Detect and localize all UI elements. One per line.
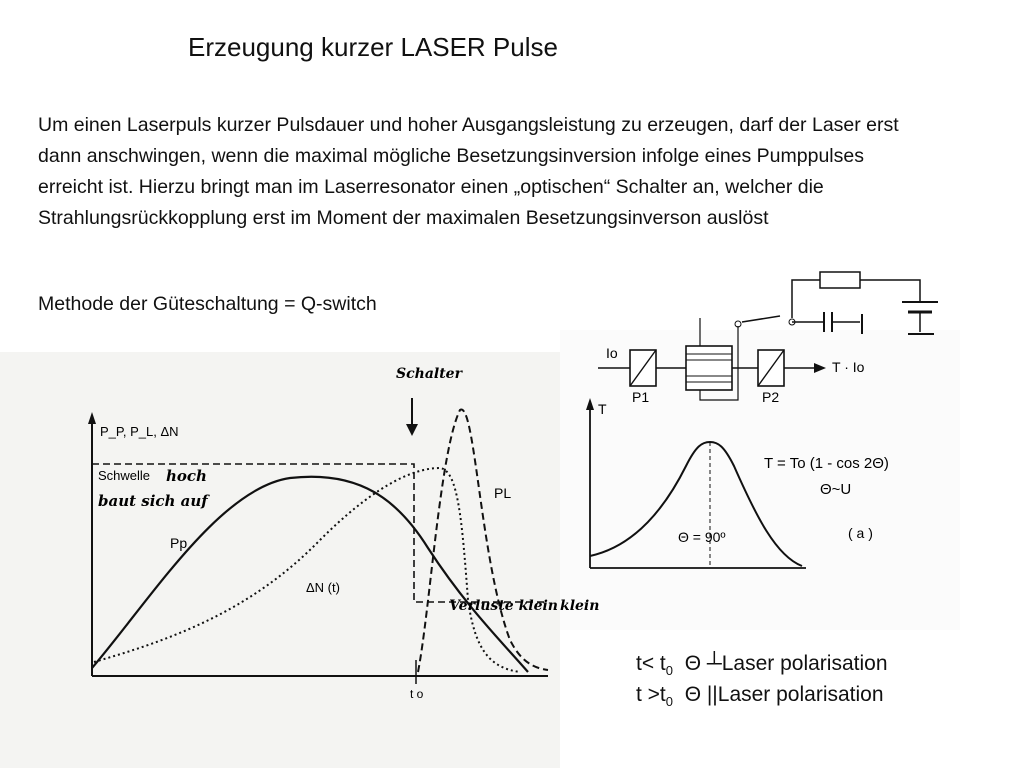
t-proportional: Θ~U <box>820 481 852 498</box>
optical-setup <box>570 258 960 408</box>
resistor <box>820 272 860 288</box>
t-formula: T = To (1 - cos 2Θ) <box>764 455 889 472</box>
label-delta-n: ΔN (t) <box>306 580 340 595</box>
transmission-graph <box>576 396 956 576</box>
hand-hoch: hoch <box>166 467 207 485</box>
beam-arrow <box>814 363 826 373</box>
method-line: Methode der Güteschaltung = Q-switch <box>38 293 377 315</box>
setup-label-p1: P1 <box>632 389 650 405</box>
t-caption: ( a ) <box>848 525 873 541</box>
slide-title: Erzeugung kurzer LASER Pulse <box>188 32 558 62</box>
threshold-label: Schwelle <box>98 468 151 483</box>
t-theta: Θ = 90º <box>678 529 726 545</box>
y-axis-arrow <box>88 412 96 424</box>
hand-verluste-klein: Verluste klein <box>449 598 558 614</box>
setup-label-out: T · Io <box>832 359 865 375</box>
setup-label-p2: P2 <box>762 389 780 405</box>
t-graph-y-arrow <box>586 398 594 410</box>
label-t0: t o <box>410 687 424 701</box>
verluste-overflow <box>560 592 650 616</box>
label-pp: Pp <box>170 535 188 551</box>
polarisation-line-1: $t< t_0$ Θ ┴Laser polarisation <box>636 652 888 679</box>
svg-text:klein: klein <box>560 598 600 614</box>
polarisation-line-2: $t >t_0$ Θ ||Laser polarisation <box>636 683 884 710</box>
switch-arrow-head <box>406 424 418 436</box>
laser-pulse-curve <box>418 410 548 672</box>
switch-contact <box>742 316 780 322</box>
label-pl: PL <box>494 485 512 501</box>
hand-baut-auf: baut sich auf <box>98 492 208 510</box>
qswitch-graph <box>0 352 560 768</box>
intro-paragraph: Um einen Laserpuls kurzer Pulsdauer und hoher Ausgangsleistung zu erzeugen, darf der Laser erst dann anschwingen, wenn die maximal mögliche Besetzungsinversion infolge eines Pumppulses erreicht ist. Hierzu bringt man im Laserresonator einen „optischen“ Schalter an, welcher die Strahlungsrückkopplung erst im Moment der maximalen Besetzungsinverson auslöst <box>38 114 899 229</box>
pockels-cell <box>686 346 732 390</box>
graph-ylabel: P_P, P_L, ΔN <box>100 424 179 439</box>
setup-label-i0: Io <box>606 345 618 361</box>
hand-schalter: Schalter <box>396 366 462 382</box>
t-graph-ylabel: T <box>598 401 607 417</box>
